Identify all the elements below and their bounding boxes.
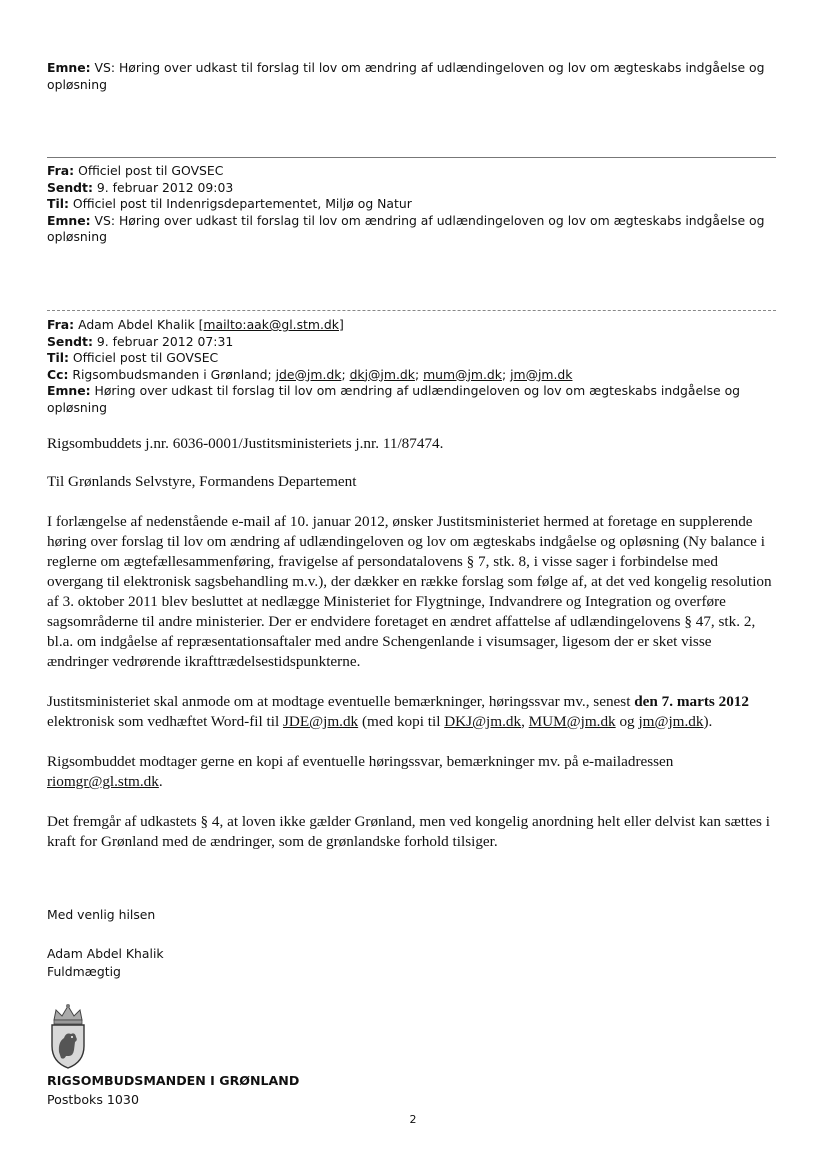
cc-email-link[interactable]: jm@jm.dk	[510, 366, 573, 382]
signature-greeting: Med venlig hilsen	[47, 907, 156, 922]
deadline: den 7. marts 2012	[634, 693, 749, 710]
subject-line: Emne: VS: Høring over udkast til forslag til lov om ændring af udlændingeloven og lov om ægteskabs indgåelse og opløsning	[47, 60, 765, 92]
separator-line	[47, 310, 776, 311]
cc-email-link[interactable]: dkj@jm.dk	[349, 366, 415, 382]
reference-number: Rigsombuddets j.nr. 6036-0001/Justitsministeriets j.nr. 11/87474.	[47, 435, 444, 452]
body-paragraph: Rigsombuddet modtager gerne en kopi af eventuelle høringssvar, bemærkninger mv. på e-mailadressen riomgr@gl.stm.dk.	[47, 753, 674, 790]
separator-line	[47, 157, 776, 158]
body-paragraph: Justitsministeriet skal anmode om at modtage eventuelle bemærkninger, høringssvar mv., senest den 7. marts 2012 elektronisk som vedhæftet Word-fil til JDE@jm.dk (med kopi til DKJ@jm.dk, MUM@jm.dk og jm@jm.dk).	[47, 693, 749, 730]
email-original-header	[47, 317, 777, 416]
email-top-header	[47, 60, 777, 93]
mailto-link[interactable]: [mailto:aak@gl.stm.dk]	[198, 317, 344, 332]
subject-line: Emne: VS: Høring over udkast til forslag til lov om ændring af udlændingeloven og lov om ægteskabs indgåelse og opløsning	[47, 212, 765, 244]
email-link[interactable]: jm@jm.dk	[638, 713, 704, 730]
sent-line: Sendt: 9. februar 2012 09:03	[47, 179, 234, 195]
cc-line: Cc: Rigsombudsmanden i Grønland; jde@jm.dk; dkj@jm.dk; mum@jm.dk; jm@jm.dk	[47, 366, 573, 382]
signature-name: Adam Abdel Khalik	[47, 946, 164, 961]
page-number: 2	[409, 1113, 417, 1126]
cc-email-link[interactable]: mum@jm.dk	[423, 366, 502, 382]
sent-line: Sendt: 9. februar 2012 07:31	[47, 333, 234, 349]
body-paragraph: I forlængelse af nedenstående e-mail af 10. januar 2012, ønsker Justitsministeriet hermed at foretage en supplerende høring over forslag til lov om ændring af udlændingeloven og lov om ægteskabs indgåelse og opløsning (Ny balance i reglerne om ægtefællesammenføring, fravigelse af persondatalovens § 7, stk. 8, i visse sager i forbindelse med overgang til elektronisk sagsbehandling m.v.), der dækker en række forslag som følge af, at det ved kongelig resolution af 3. oktober 2011 blev besluttet at nedlægge Ministeriet for Flygtninge, Indvandrere og Integration og overføre sagsområderne til andre ministerier. Der er endvidere foretaget en ændret affattelse af udlændingelovens § 47, stk. 2, bl.a. om indgåelse af repræsentationsaftaler med andre Schengenlande i visumsager, ligesom der er sket visse ændringer vedrørende ikrafttrædelsestidspunkterne.	[47, 513, 772, 670]
signature-title: Fuldmægtig	[47, 964, 121, 979]
cc-email-link[interactable]: jde@jm.dk	[275, 366, 342, 382]
from-line: Fra: Adam Abdel Khalik [mailto:aak@gl.stm.dk]	[47, 317, 344, 332]
org-name: RIGSOMBUDSMANDEN I GRØNLAND	[47, 1073, 300, 1088]
body-paragraph: Det fremgår af udkastets § 4, at loven ikke gælder Grønland, men ved kongelig anordning helt eller delvist kan sættes i kraft for Grønland med de ændringer, som de grønlandske forhold tilsiger.	[47, 813, 770, 850]
to-line: Til: Officiel post til GOVSEC	[47, 350, 219, 365]
addressee: Til Grønlands Selvstyre, Formandens Departement	[47, 473, 357, 490]
email-link[interactable]: MUM@jm.dk	[528, 713, 616, 730]
org-address: Postboks 1030	[47, 1092, 139, 1107]
email-link[interactable]: riomgr@gl.stm.dk	[47, 773, 159, 790]
to-line: Til: Officiel post til Indenrigsdepartementet, Miljø og Natur	[47, 196, 412, 211]
from-line: Fra: Officiel post til GOVSEC	[47, 163, 224, 178]
coat-of-arms-icon	[44, 1002, 92, 1070]
email-body	[47, 434, 775, 852]
subject-line: Emne: Høring over udkast til forslag til lov om ændring af udlændingeloven og lov om ægteskabs indgåelse og opløsning	[47, 383, 741, 415]
email-link[interactable]: JDE@jm.dk	[282, 713, 359, 730]
email-link[interactable]: DKJ@jm.dk	[444, 713, 522, 730]
email-forward-header	[47, 163, 777, 246]
